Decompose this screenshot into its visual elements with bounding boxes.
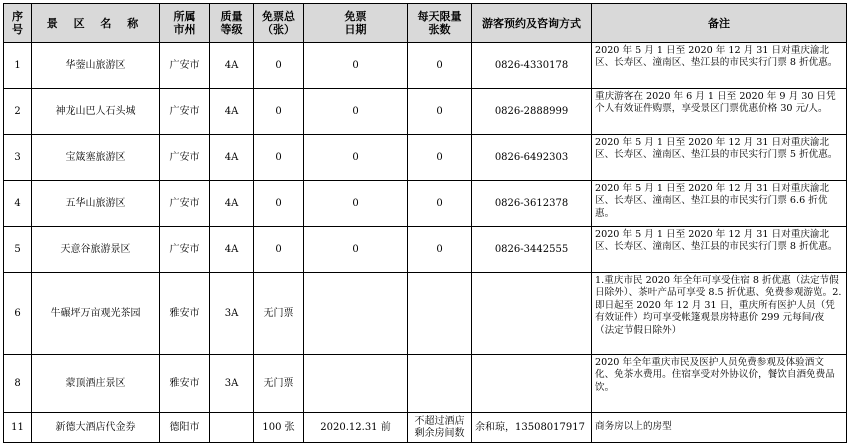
cell-seq: 5 [4, 227, 32, 273]
cell-seq: 6 [4, 273, 32, 355]
header-grade: 质量 等级 [210, 4, 254, 43]
header-daily-limit: 每天限量 张数 [408, 4, 472, 43]
table-row [4, 135, 847, 181]
cell-name: 蒙顶酒庄景区 [32, 355, 160, 413]
header-contact: 游客预约及咨询方式 [472, 4, 592, 43]
cell-contact: 0826-2888999 [472, 89, 592, 135]
table-row [4, 181, 847, 227]
cell-grade: 4A [210, 181, 254, 227]
table-row [4, 413, 847, 443]
header-seq: 序号 [4, 4, 32, 43]
cell-daily-limit: 0 [408, 227, 472, 273]
cell-note: 重庆游客在 2020 年 6 月 1 日至 2020 年 9 月 30 日凭个人有效证件购票，享受景区门票优惠价格 30 元/人。 [592, 89, 847, 135]
cell-contact: 余和琼，13508017917 [472, 413, 592, 443]
cell-grade: 3A [210, 273, 254, 355]
cell-daily-limit: 0 [408, 89, 472, 135]
cell-free-total: 无门票 [254, 355, 304, 413]
header-note: 备注 [592, 4, 847, 43]
cell-free-total: 0 [254, 135, 304, 181]
cell-seq: 2 [4, 89, 32, 135]
cell-free-date [304, 273, 408, 355]
cell-daily-limit [408, 273, 472, 355]
table-header-row [4, 4, 847, 43]
cell-free-date: 0 [304, 135, 408, 181]
cell-free-date: 0 [304, 43, 408, 89]
cell-free-total: 100 张 [254, 413, 304, 443]
cell-free-total: 0 [254, 43, 304, 89]
cell-daily-limit: 0 [408, 135, 472, 181]
cell-contact: 0826-3442555 [472, 227, 592, 273]
table-row [4, 355, 847, 413]
cell-name: 天意谷旅游景区 [32, 227, 160, 273]
cell-city: 广安市 [160, 89, 210, 135]
cell-name: 五华山旅游区 [32, 181, 160, 227]
cell-city: 广安市 [160, 43, 210, 89]
cell-contact: 0826-3612378 [472, 181, 592, 227]
cell-daily-limit [408, 355, 472, 413]
cell-seq: 4 [4, 181, 32, 227]
cell-free-total: 无门票 [254, 273, 304, 355]
cell-grade: 3A [210, 355, 254, 413]
cell-daily-limit: 0 [408, 181, 472, 227]
cell-note: 2020 年全年重庆市民及医护人员免费参观及体验酒文化、免茶水费用。住宿享受对外协议价，餐饮自酒免费品饮。 [592, 355, 847, 413]
cell-seq: 8 [4, 355, 32, 413]
cell-name: 新德大酒店代金券 [32, 413, 160, 443]
cell-name: 华蓥山旅游区 [32, 43, 160, 89]
page [3, 3, 847, 443]
cell-note: 2020 年 5 月 1 日至 2020 年 12 月 31 日对重庆渝北区、长寿区、潼南区、垫江县的市民实行门票 6.6 折优惠。 [592, 181, 847, 227]
cell-contact: 0826-4330178 [472, 43, 592, 89]
cell-name: 牛碾坪万亩观光茶园 [32, 273, 160, 355]
cell-grade: 4A [210, 135, 254, 181]
cell-city: 广安市 [160, 181, 210, 227]
cell-city: 广安市 [160, 227, 210, 273]
cell-seq: 11 [4, 413, 32, 443]
cell-daily-limit: 不超过酒店 剩余房间数 [408, 413, 472, 443]
header-free-date: 免票 日期 [304, 4, 408, 43]
cell-daily-limit: 0 [408, 43, 472, 89]
header-free-total: 免票总 （张） [254, 4, 304, 43]
cell-free-date [304, 355, 408, 413]
cell-note: 2020 年 5 月 1 日至 2020 年 12 月 31 日对重庆渝北区、长寿区、潼南区、垫江县的市民实行门票 8 折优惠。 [592, 227, 847, 273]
cell-city: 广安市 [160, 135, 210, 181]
scenic-discount-table [3, 3, 847, 443]
cell-seq: 1 [4, 43, 32, 89]
table-row [4, 227, 847, 273]
cell-contact [472, 355, 592, 413]
table-row [4, 273, 847, 355]
cell-city: 雅安市 [160, 273, 210, 355]
cell-free-date: 0 [304, 227, 408, 273]
cell-free-total: 0 [254, 227, 304, 273]
header-name: 景 区 名 称 [32, 4, 160, 43]
cell-free-total: 0 [254, 181, 304, 227]
cell-contact: 0826-6492303 [472, 135, 592, 181]
table-row [4, 43, 847, 89]
cell-note: 2020 年 5 月 1 日至 2020 年 12 月 31 日对重庆渝北区、长寿区、潼南区、垫江县的市民实行门票 5 折优惠。 [592, 135, 847, 181]
cell-free-total: 0 [254, 89, 304, 135]
cell-city: 雅安市 [160, 355, 210, 413]
table-row [4, 89, 847, 135]
cell-city: 德阳市 [160, 413, 210, 443]
cell-contact [472, 273, 592, 355]
cell-seq: 3 [4, 135, 32, 181]
cell-note: 商务房以上的房型 [592, 413, 847, 443]
cell-free-date: 0 [304, 181, 408, 227]
cell-free-date: 2020.12.31 前 [304, 413, 408, 443]
cell-grade: 4A [210, 43, 254, 89]
cell-grade: 4A [210, 89, 254, 135]
cell-grade [210, 413, 254, 443]
cell-free-date: 0 [304, 89, 408, 135]
cell-note: 1.重庆市民 2020 年全年可享受住宿 8 折优惠（法定节假日除外）、茶叶产品可享受 8.5 折优惠、免费参观游览。2.即日起至 2020 年 12 月 31 日，重庆所有医护人员（凭有效证件）均可享受帐篷观景房特惠价 299 元每间/夜（法定节假日除外） [592, 273, 847, 355]
cell-name: 宝箴塞旅游区 [32, 135, 160, 181]
header-city: 所属 市州 [160, 4, 210, 43]
cell-note: 2020 年 5 月 1 日至 2020 年 12 月 31 日对重庆渝北区、长寿区、潼南区、垫江县的市民实行门票 8 折优惠。 [592, 43, 847, 89]
cell-name: 神龙山巴人石头城 [32, 89, 160, 135]
cell-grade: 4A [210, 227, 254, 273]
